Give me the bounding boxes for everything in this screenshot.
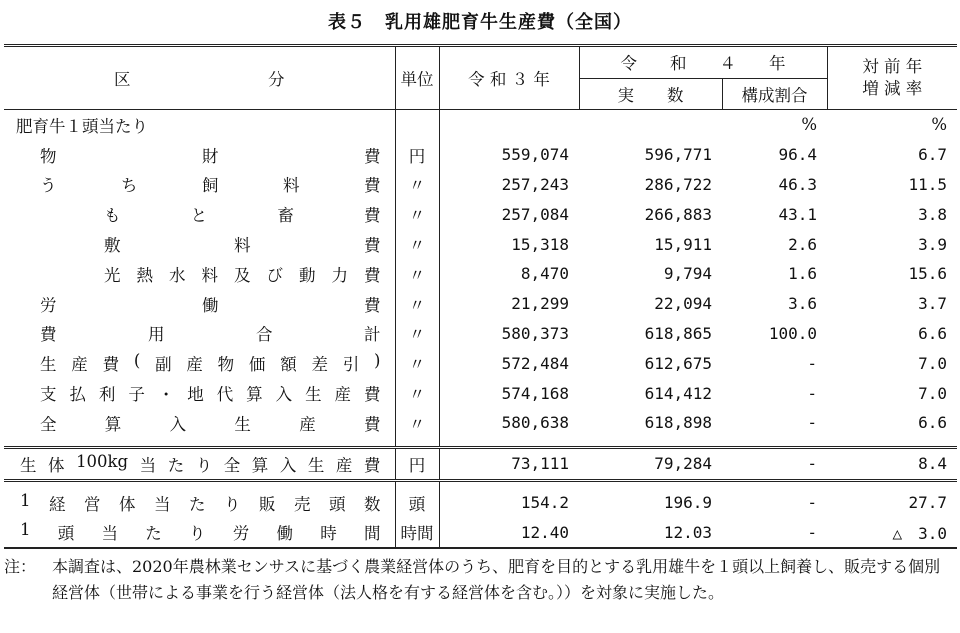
reiwa4-value: 614,412 [644,383,712,403]
row-label: 労 働 費 [40,295,381,315]
header-unit: 単位 [395,46,439,110]
row-label: 1 経 営 体 当 た り 販 売 頭 数 [20,490,381,514]
unit-cell: 〃 [395,289,439,319]
yoy-value: 15.6 [908,264,947,284]
ratio-value: 43.1 [778,204,817,224]
ratio-value: 2.6 [788,234,817,254]
ratio-value: 3.6 [788,294,817,314]
pct-unit: % [801,115,817,135]
reiwa3-value: 559,074 [501,145,569,165]
reiwa3-value: 580,638 [501,413,569,433]
ratio-value: 100.0 [768,323,817,343]
cost-table [4,44,957,549]
unit-cell: 時間 [395,518,439,549]
yoy-value: 11.5 [908,174,947,194]
table-row [4,408,957,438]
table-title: 表５ 乳用雄肥育牛生産費（全国） [328,12,632,33]
row-label: 生 体 100kg 当 た り 全 算 入 生 産 費 [20,451,381,475]
yoy-value: 7.0 [918,383,947,403]
reiwa3-value: 12.40 [520,522,569,542]
table-row [4,170,957,200]
row-label: も と 畜 費 [104,206,381,226]
header-reiwa3: 令 和 ３ 年 [439,46,579,110]
reiwa4-value: 612,675 [644,353,712,373]
yoy-value: 3.9 [918,234,947,254]
ratio-value: - [807,383,817,403]
table-row [4,488,957,518]
row-label: う ち 飼 料 費 [40,176,381,196]
table-row [4,348,957,378]
reiwa3-value: 15,318 [511,234,569,254]
header-reiwa4: 令 和 ４ 年 [579,46,827,79]
unit-cell: 〃 [395,199,439,229]
reiwa4-value: 12.03 [663,522,712,542]
pct-unit: % [931,115,947,135]
reiwa4-value: 22,094 [654,294,712,314]
ratio-value: - [807,493,817,513]
yoy-value: 3.7 [918,294,947,314]
ratio-value: 96.4 [778,145,817,165]
yoy-value: △ 3.0 [892,523,947,543]
reiwa4-value: 286,722 [644,174,712,194]
header-kosei: 構成割合 [722,78,827,109]
row-label: 1 頭 当 た り 労 働 時 間 [20,520,381,544]
row-label: 敷 料 費 [104,236,381,256]
unit-cell: 〃 [395,170,439,200]
row-label: 支 払 利 子 ・ 地 代 算 入 生 産 費 [40,385,381,405]
reiwa4-value: 618,898 [644,413,712,433]
unit-cell: 円 [395,447,439,480]
unit-cell: 〃 [395,259,439,289]
unit-cell: 〃 [395,319,439,349]
unit-cell: 〃 [395,348,439,378]
footnote-text: 本調査は、2020年農林業センサスに基づく農業経営体のうち、肥育を目的とする乳用雄牛を１頭以上飼養し、販売する個別経営体（世帯による事業を行う経営体（法人格を有する経営体を含む。））を対象に実施した。 [52,557,941,602]
header-kubun: 区 分 [4,46,395,110]
unit-cell: 〃 [395,408,439,438]
table-row [4,319,957,349]
reiwa3-value: 257,084 [501,204,569,224]
yoy-value: 27.7 [908,493,947,513]
reiwa4-value: 596,771 [644,145,712,165]
footnote-label: 注： [4,557,37,576]
reiwa3-value: 574,168 [501,383,569,403]
reiwa4-value: 15,911 [654,234,712,254]
yoy-value: 6.6 [918,323,947,343]
table-row [4,140,957,170]
reiwa4-value: 266,883 [644,204,712,224]
reiwa3-value: 572,484 [501,353,569,373]
ratio-value: - [807,353,817,373]
reiwa3-value: 257,243 [501,174,569,194]
footnote [4,554,954,606]
row-label: 生 産 費 ( 副 産 物 価 額 差 引 ) [40,351,381,375]
yoy-value: 6.7 [918,145,947,165]
yoy-value: 7.0 [918,353,947,373]
yoy-value: 3.8 [918,204,947,224]
unit-cell: 〃 [395,378,439,408]
reiwa4-value: 196.9 [663,493,712,513]
unit-cell: 〃 [395,229,439,259]
row-label: 物 財 費 [40,146,381,166]
reiwa4-value: 9,794 [663,264,712,284]
header-jissu: 実 数 [579,78,722,109]
ratio-value: 46.3 [778,174,817,194]
row-label: 光 熱 水 料 及 び 動 力 費 [104,265,381,285]
unit-cell: 円 [395,140,439,170]
row-label: 全 算 入 生 産 費 [40,414,381,434]
reiwa3-value: 73,111 [511,454,569,474]
header-yoy: 対 前 年 増 減 率 [827,46,957,110]
table-row [4,378,957,408]
ratio-value: - [807,413,817,433]
reiwa4-value: 618,865 [644,323,712,343]
ratio-value: - [807,454,817,474]
ratio-value: - [807,522,817,542]
table-row [4,447,957,480]
table-row [4,289,957,319]
ratio-value: 1.6 [788,264,817,284]
table-row [4,518,957,549]
row-label: 費 用 合 計 [40,325,381,345]
table-row [4,199,957,229]
table-row [4,229,957,259]
reiwa4-value: 79,284 [654,454,712,474]
unit-cell: 頭 [395,488,439,518]
reiwa3-value: 580,373 [501,323,569,343]
yoy-value: 8.4 [918,454,947,474]
reiwa3-value: 21,299 [511,294,569,314]
reiwa3-value: 154.2 [520,493,569,513]
reiwa3-value: 8,470 [520,264,569,284]
section-label: 肥育牛１頭当たり [16,116,148,136]
yoy-value: 6.6 [918,413,947,433]
table-row [4,259,957,289]
